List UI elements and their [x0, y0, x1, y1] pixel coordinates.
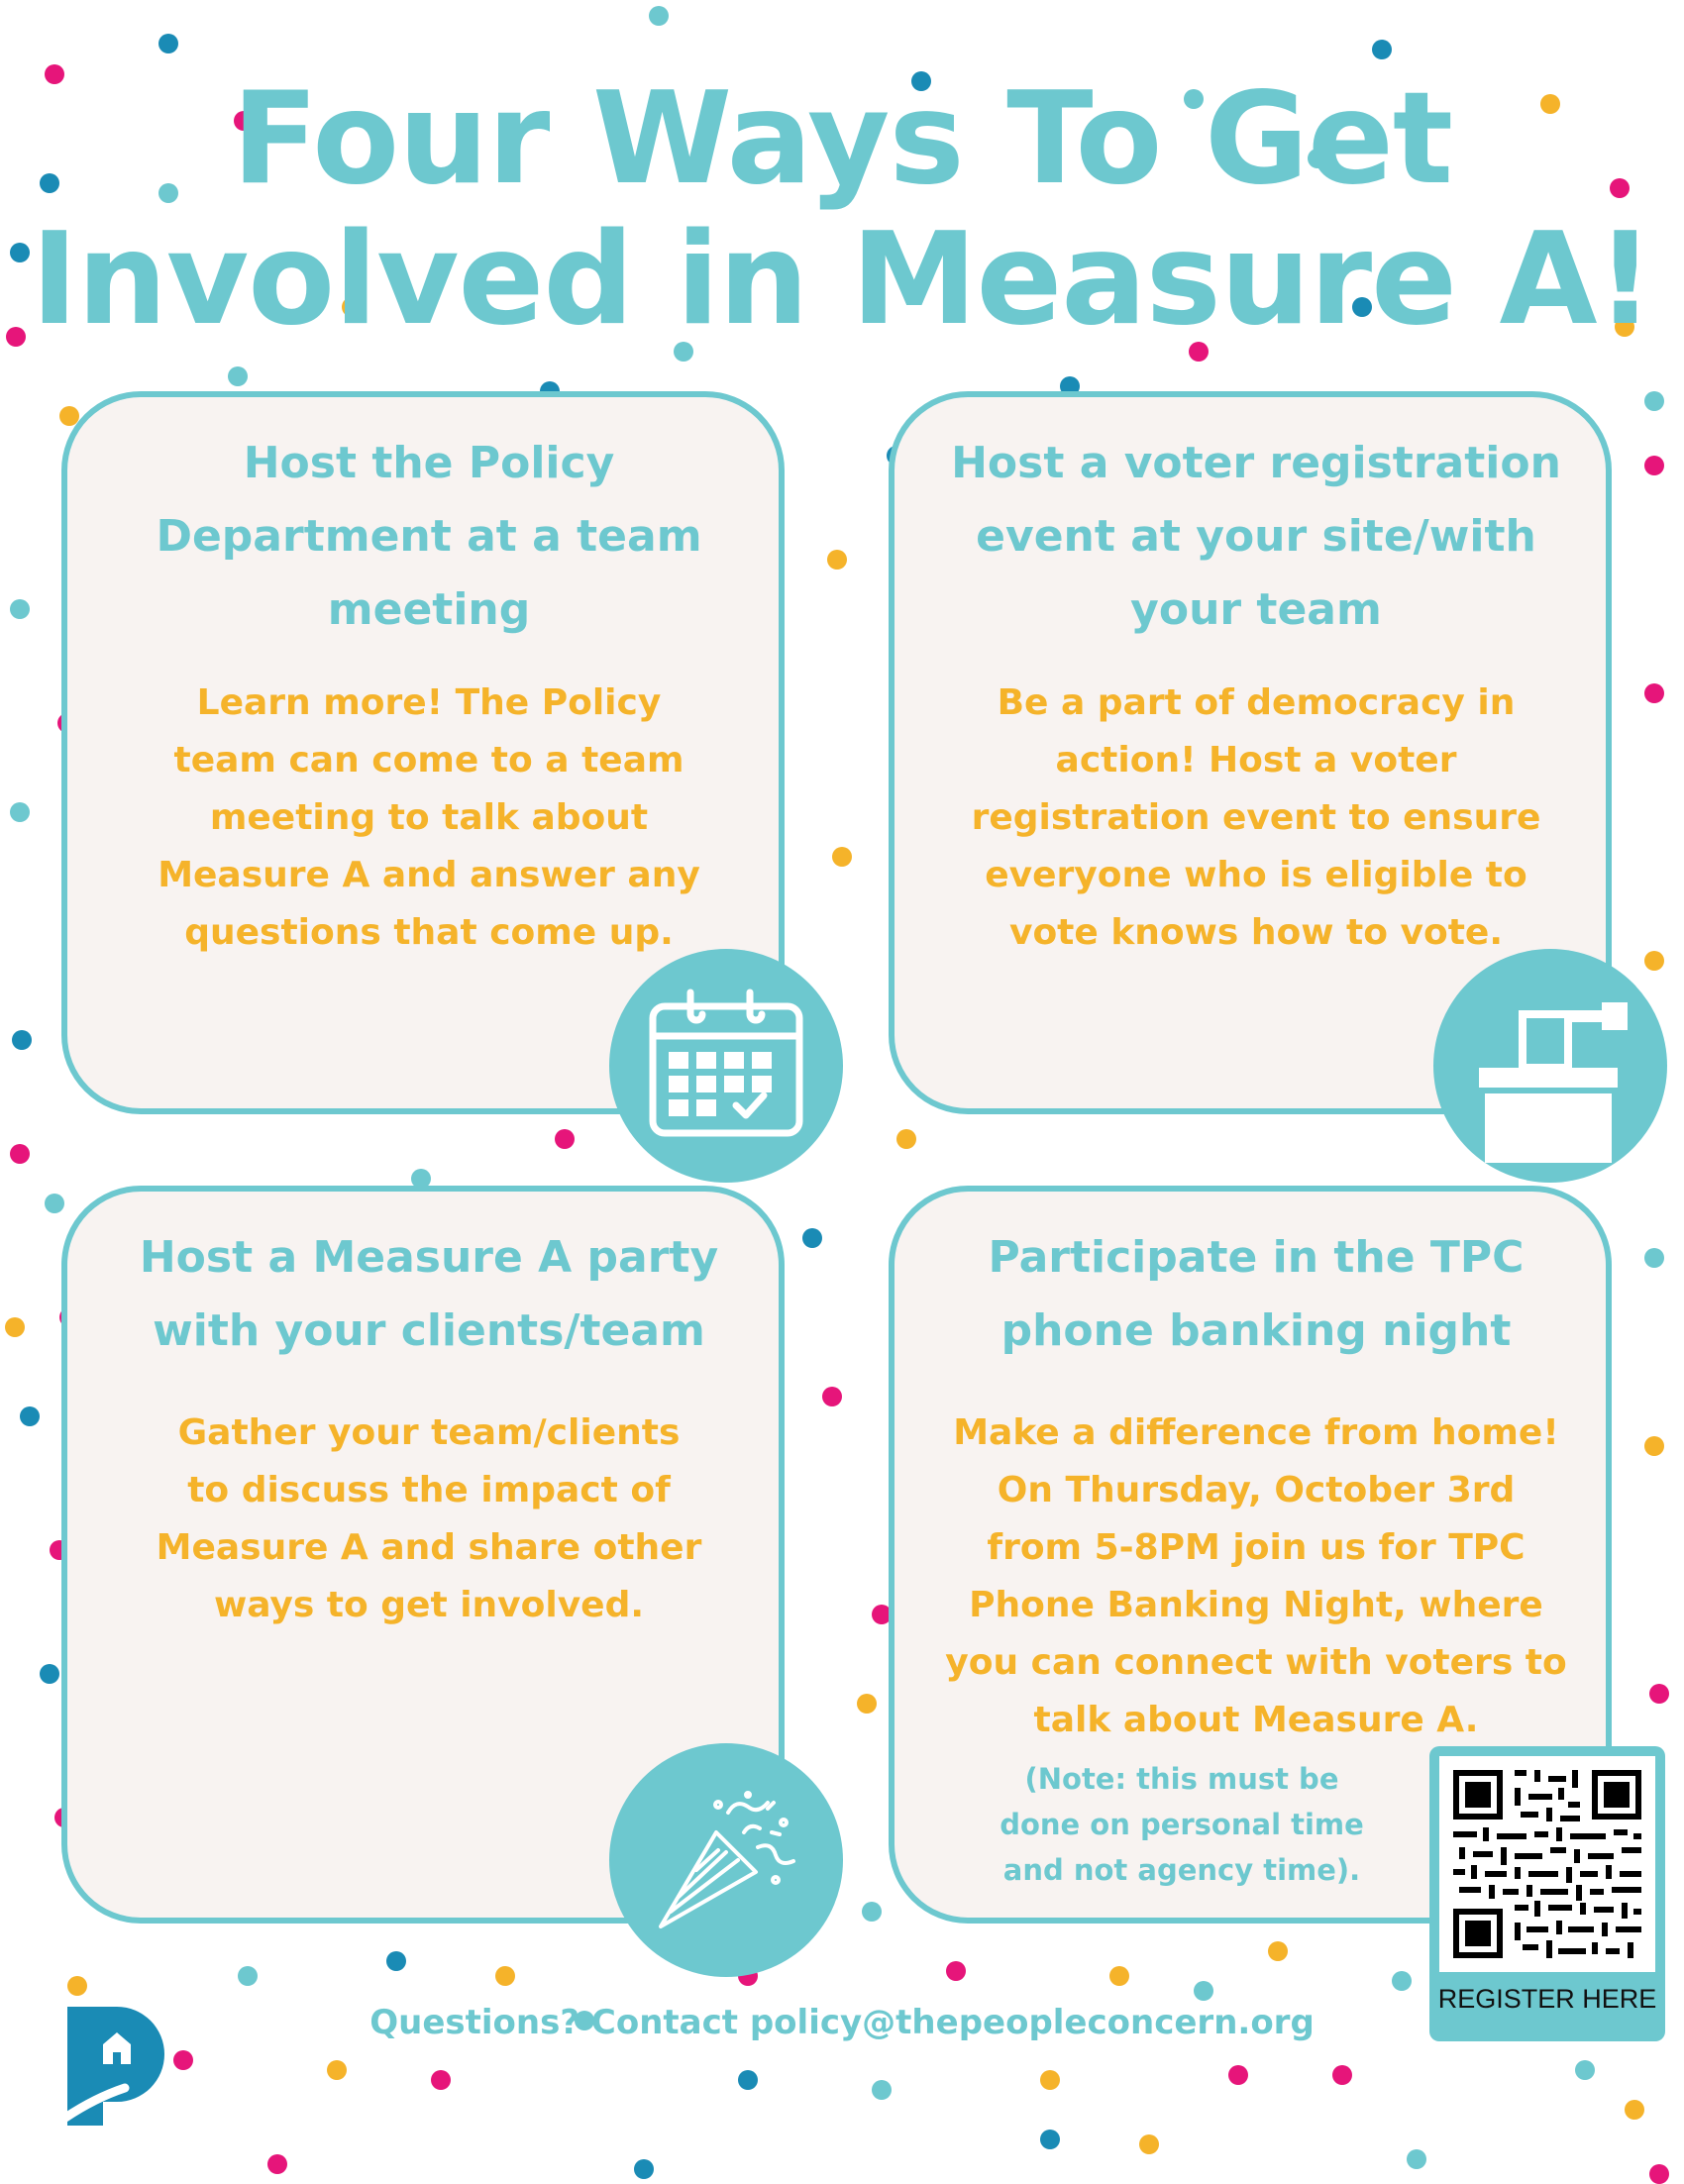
card-note-line: and not agency time).	[1002, 1853, 1361, 1887]
confetti-dot	[1625, 2100, 1644, 2120]
card-heading	[97, 1221, 761, 1368]
confetti-dot	[872, 2080, 892, 2100]
confetti-dot	[67, 1976, 87, 1996]
card-body-line: you can connect with voters to	[945, 1642, 1567, 1683]
confetti-dot	[386, 1951, 406, 1971]
card-body	[117, 675, 741, 962]
card-note-line: (Note: this must be	[1024, 1762, 1339, 1796]
confetti-dot	[20, 1406, 40, 1426]
confetti-dot	[555, 1129, 575, 1149]
card-body-line: questions that come up.	[184, 912, 674, 953]
confetti-dot	[1040, 2130, 1060, 2149]
confetti-dot	[1040, 2070, 1060, 2090]
card-heading-line: phone banking night	[1000, 1305, 1512, 1356]
ballot-box-icon	[1433, 949, 1667, 1183]
confetti-dot	[1109, 1966, 1129, 1986]
confetti-dot	[5, 1317, 25, 1337]
confetti-dot	[1228, 2065, 1248, 2085]
confetti-dot	[1407, 2149, 1426, 2169]
card-body-line: Phone Banking Night, where	[969, 1585, 1543, 1625]
confetti-dot	[1644, 456, 1664, 475]
confetti-dot	[1139, 2134, 1159, 2154]
card-body-line: action! Host a voter	[1055, 740, 1457, 780]
title-line-1: Four Ways To Get	[231, 65, 1453, 213]
card-body	[944, 675, 1568, 962]
confetti-dot	[10, 599, 30, 619]
card-heading-line: with your clients/team	[153, 1305, 705, 1356]
confetti-dot	[10, 802, 30, 822]
confetti-dot	[1392, 1971, 1412, 1991]
card-body-line: On Thursday, October 3rd	[997, 1470, 1516, 1510]
card-body	[117, 1404, 741, 1634]
qr-code-icon[interactable]	[1439, 1756, 1655, 1972]
card-body-line: registration event to ensure	[971, 797, 1541, 838]
confetti-dot	[495, 1966, 515, 1986]
card-heading	[97, 427, 761, 647]
confetti-dot	[857, 1694, 877, 1714]
card-note	[984, 1756, 1380, 1893]
confetti-dot	[649, 6, 669, 26]
confetti-dot	[1332, 2065, 1352, 2085]
confetti-dot	[832, 847, 852, 867]
card-heading-line: Department at a team	[156, 511, 702, 562]
confetti-dot	[802, 1228, 822, 1248]
page-title	[0, 65, 1684, 354]
confetti-dot	[12, 1030, 32, 1050]
confetti-dot	[1575, 2060, 1595, 2080]
card-body-line: Be a part of democracy in	[997, 682, 1516, 723]
card-heading-line: event at your site/with	[976, 511, 1536, 562]
card-body-line: everyone who is eligible to	[985, 855, 1527, 895]
card-heading-line: your team	[1130, 584, 1382, 635]
card-body-line: Learn more! The Policy	[196, 682, 662, 723]
confetti-dot	[862, 1902, 882, 1922]
confetti-dot	[1644, 1248, 1664, 1268]
confetti-dot	[1649, 2164, 1669, 2184]
confetti-dot	[238, 1966, 258, 1986]
confetti-dot	[896, 1129, 916, 1149]
title-line-2: Involved in Measure A!	[31, 206, 1653, 354]
card-body-line: Gather your team/clients	[177, 1412, 681, 1453]
confetti-dot	[40, 1664, 59, 1684]
contact-footer: Questions? Contact policy@thepeopleconcern.org	[369, 2003, 1315, 2042]
confetti-dot	[45, 1194, 64, 1213]
card-body-line: talk about Measure A.	[1033, 1700, 1479, 1740]
card-body-line: meeting to talk about	[209, 797, 649, 838]
confetti-dot	[827, 550, 847, 570]
confetti-dot	[634, 2159, 654, 2179]
card-note-line: done on personal time	[1000, 1808, 1364, 1841]
card-body-line: team can come to a team	[173, 740, 684, 780]
confetti-dot	[431, 2070, 451, 2090]
confetti-dot	[1649, 1684, 1669, 1704]
card-heading-line: meeting	[327, 584, 531, 635]
card-body-line: Measure A and share other	[156, 1527, 702, 1568]
confetti-dot	[267, 2154, 287, 2174]
confetti-dot	[158, 34, 178, 53]
register-qr-code-card[interactable]	[1429, 1746, 1665, 2041]
confetti-dot	[1644, 1436, 1664, 1456]
card-heading-line: Host a voter registration	[951, 438, 1561, 488]
confetti-dot	[822, 1387, 842, 1406]
card-heading-line: Participate in the TPC	[988, 1232, 1525, 1283]
card-heading-line: Host the Policy	[243, 438, 615, 488]
confetti-dot	[327, 2060, 347, 2080]
card-body-line: from 5-8PM join us for TPC	[987, 1527, 1526, 1568]
card-body-line: ways to get involved.	[213, 1585, 645, 1625]
confetti-dot	[10, 1144, 30, 1164]
confetti-dot	[1194, 1981, 1213, 2001]
card-body-line: Make a difference from home!	[953, 1412, 1559, 1453]
party-popper-icon	[609, 1743, 843, 1977]
card-heading-line: Host a Measure A party	[139, 1232, 719, 1283]
confetti-dot	[1644, 391, 1664, 411]
confetti-dot	[1268, 1941, 1288, 1961]
the-people-concern-logo-icon	[59, 2001, 178, 2133]
card-heading	[924, 1221, 1588, 1368]
card-body-line: to discuss the impact of	[187, 1470, 671, 1510]
register-here-label[interactable]: REGISTER HERE	[1437, 1984, 1657, 2014]
card-heading	[924, 427, 1588, 647]
confetti-dot	[1644, 683, 1664, 703]
calendar-icon	[609, 949, 843, 1183]
confetti-dot	[1372, 40, 1392, 59]
confetti-dot	[738, 2070, 758, 2090]
card-body-line: vote knows how to vote.	[1008, 912, 1503, 953]
card-body-line: Measure A and answer any	[158, 855, 700, 895]
card-body	[919, 1404, 1593, 1749]
confetti-dot	[946, 1961, 966, 1981]
confetti-dot	[228, 366, 248, 386]
